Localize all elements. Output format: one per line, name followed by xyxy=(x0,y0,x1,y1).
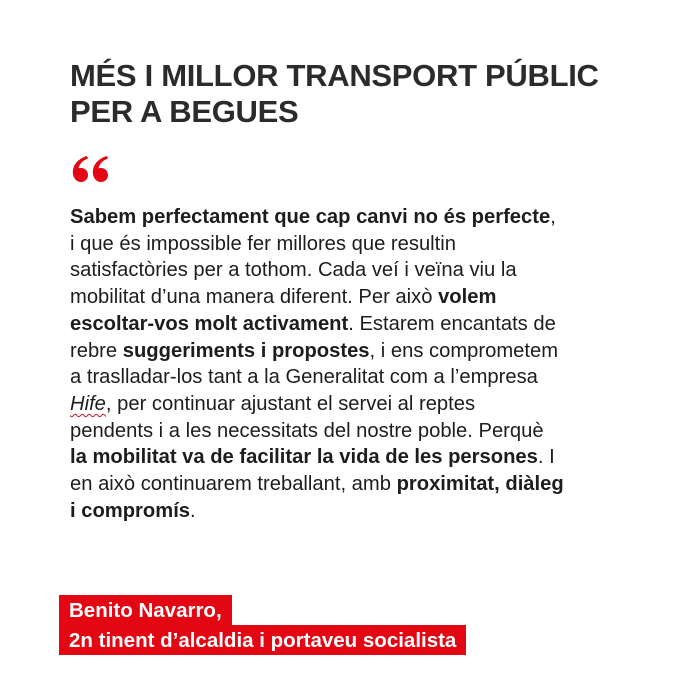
quote-line xyxy=(70,471,670,498)
quote-line xyxy=(70,311,670,338)
signature-block xyxy=(59,595,466,655)
emphasis-text: i compromís xyxy=(70,499,191,522)
quote-line xyxy=(70,391,670,418)
quote-line xyxy=(70,284,670,311)
quote-line xyxy=(70,338,670,365)
emphasis-text: escoltar-vos molt activament xyxy=(70,312,349,335)
quote-line: satisfactòries per a tothom. Cada veí i veïna viu la xyxy=(70,259,517,282)
quotation-mark-icon xyxy=(68,146,112,186)
signature-name: Benito Navarro, xyxy=(59,595,232,625)
quote-line: i que és impossible fer millores que resultin xyxy=(70,232,456,255)
emphasis-text: suggeriments i propostes xyxy=(122,339,370,362)
quote-body xyxy=(70,204,670,524)
text-run: . xyxy=(190,499,196,522)
page-title xyxy=(70,58,670,130)
quote-line: a traslladar-los tant a la Generalitat com a l’empresa xyxy=(70,366,538,389)
text-run: , per continuar ajustant el servei al reptes xyxy=(105,392,476,415)
signature-role: 2n tinent d’alcaldia i portaveu socialista xyxy=(59,625,466,655)
quote-line xyxy=(70,204,670,231)
text-run: en això continuarem treballant, amb xyxy=(70,473,397,496)
quote-line xyxy=(70,498,670,525)
text-run: , i ens comprometem xyxy=(369,339,559,362)
emphasis-text: volem xyxy=(438,286,497,309)
title-line-2: PER A BEGUES xyxy=(70,94,299,129)
quote-line: pendents i a les necessitats del nostre poble. Perquè xyxy=(70,419,544,442)
title-line-1: MÉS I MILLOR TRANSPORT PÚBLIC xyxy=(70,58,599,93)
text-run: mobilitat d’una manera diferent. Per això xyxy=(70,286,439,309)
text-run: , xyxy=(550,206,556,228)
text-run: rebre xyxy=(70,339,123,362)
emphasis-text: Sabem perfectament que cap canvi no és perfecte xyxy=(70,206,551,228)
emphasis-text: la mobilitat va de facilitar la vida de les persones xyxy=(70,446,538,469)
emphasis-text: proximitat, diàleg xyxy=(396,473,564,496)
quote-line xyxy=(70,444,670,471)
company-name: Hife xyxy=(70,392,106,415)
text-run: . Estarem encantats de xyxy=(348,312,556,335)
text-run: . I xyxy=(537,446,555,469)
